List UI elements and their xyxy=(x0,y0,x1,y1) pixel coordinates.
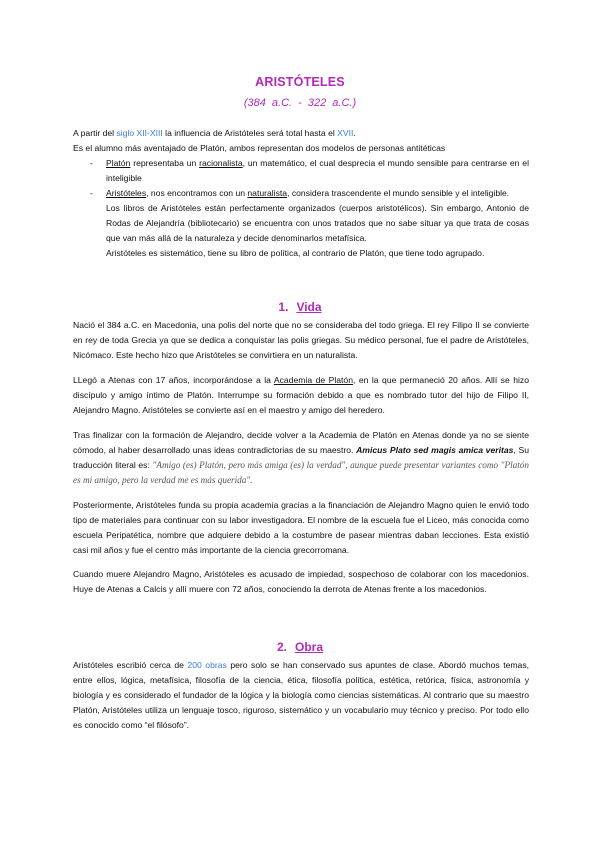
dash-bullet: - xyxy=(90,158,93,168)
latin-quote: Amicus Plato sed magis amica veritas xyxy=(356,445,514,455)
academia-link: Academia de Platón xyxy=(273,375,353,385)
vida-paragraph-2: LLegó a Atenas con 17 años, incorporándose a la Academia de Platón, en la que permaneció 20 años. Allí se hizo discípulo y amigo íntimo de Platón. Interrumpe su formación debido a que es nombrado tutor del hijo de Filipo II, Alejandro Magno. Aristóteles se convierte así en el maestro y amigo del heredero. xyxy=(73,375,529,415)
translation-quote: "Amigo (es) Platón, pero más amiga (es) la verdad", aunque puede presentar variantes como "Platón es mi amigo, pero la verdad me es más querida". xyxy=(73,460,529,485)
obras-count: 200 obras xyxy=(187,660,227,670)
intro-line-1: A partir del siglo XII-XIII la influencia de Aristóteles será total hasta el XVII. xyxy=(73,128,356,138)
vida-paragraph-4: Posteriormente, Aristóteles funda su propia academia gracias a la financiación de Alejandro Magno quien le envió todo tipo de materiales para continuar con su labor investigadora. El nombre de la escuela fue el Liceo, más conocida como escuela Peripatética, nombre que adquiere debido a la costumbre de pasear mientras daban lecciones. Esta existió casi mil años y fue el centro más importante de la ciencia grecorromana. xyxy=(73,500,529,555)
list-item-platon: - Platón representaba un racionalista, un matemático, el cual desprecia el mundo sensible para centrarse en el inteligible xyxy=(90,158,529,183)
century-highlight: siglo XII-XIII xyxy=(116,128,163,138)
document-subtitle: (384 a.C. - 322 a.C.) xyxy=(243,97,357,109)
intro-paragraph-sistematico: Aristóteles es sistemático, tiene su libro de política, al contrario de Platón, que tiene todo agrupado. xyxy=(106,248,485,258)
dash-bullet: - xyxy=(90,188,93,198)
obra-paragraph-1: Aristóteles escribió cerca de 200 obras pero solo se han conservado sus apuntes de clase. Abordó muchos temas, entre ellos, lógica, metafísica, filosofía de la ciencia, ética, filosofía política, estética, retórica, física, astronomía y biología y es considerado el fundador de la lógica y la biología como ciencias sistemáticas. Al contrario que su maestro Platón, Aristóteles utiliza un lenguaje tosco, riguroso, sistemático y un vocabulario muy técnico y preciso. Por todo ello es conocido como “el filósofo”. xyxy=(73,660,530,730)
list-item-aristoteles: - Aristóteles, nos encontramos con un naturalista, considera trascendente el mundo sensible y el inteligible. xyxy=(90,186,529,201)
vida-paragraph-3: Tras finalizar con la formación de Alejandro, decide volver a la Academia de Platón en Atenas donde ya no se siente cómodo, al haber desarrollado unas ideas contradictorias de su maestro. Amicus Plato sed magis amica veritas, Su traducción literal es: "Amigo (es) Platón, pero más amiga (es) la verdad", aunque puede presentar variantes como "Platón es mi amigo, pero la verdad me es más querida". xyxy=(73,430,529,485)
vida-paragraph-5: Cuando muere Alejandro Magno, Aristóteles es acusado de impiedad, sospechoso de colaborar con los macedonios. Huye de Atenas a Calcis y allí muere con 72 años, conociendo la derrota de Atenas frente a los macedonios. xyxy=(73,569,529,594)
vida-paragraph-1: Nació el 384 a.C. en Macedonia, una polis del norte que no se consideraba del todo griega. El rey Filipo II se convierte en rey de toda Grecia ya que se dedica a conquistar las polis griegas. Su médico personal, fue el padre de Aristóteles, Nicómaco. Este hecho hizo que Aristóteles se convirtiera en un naturalista. xyxy=(73,320,529,360)
intro-paragraph-libros: Los libros de Aristóteles están perfectamente organizados (cuerpos aristotélicos). Sin embargo, Antonio de Rodas de Alejandría (bibliotecario) se encuentra con unos tratados que no sabe situar ya que trata de cosas que van más allá de la naturaleza y decide denominarlos metafísica. xyxy=(106,203,529,243)
section-heading-vida: 1. Vida xyxy=(278,300,322,314)
intro-lines xyxy=(73,126,529,156)
section-heading-obra: 2. Obra xyxy=(276,640,324,654)
document-title: ARISTÓTELES xyxy=(255,75,345,89)
intro-line-2: Es el alumno más aventajado de Platón, ambos representan dos modelos de personas antitéticas xyxy=(73,143,446,153)
century-highlight-2: XVII xyxy=(337,128,354,138)
intro-bullet-list xyxy=(90,156,529,261)
